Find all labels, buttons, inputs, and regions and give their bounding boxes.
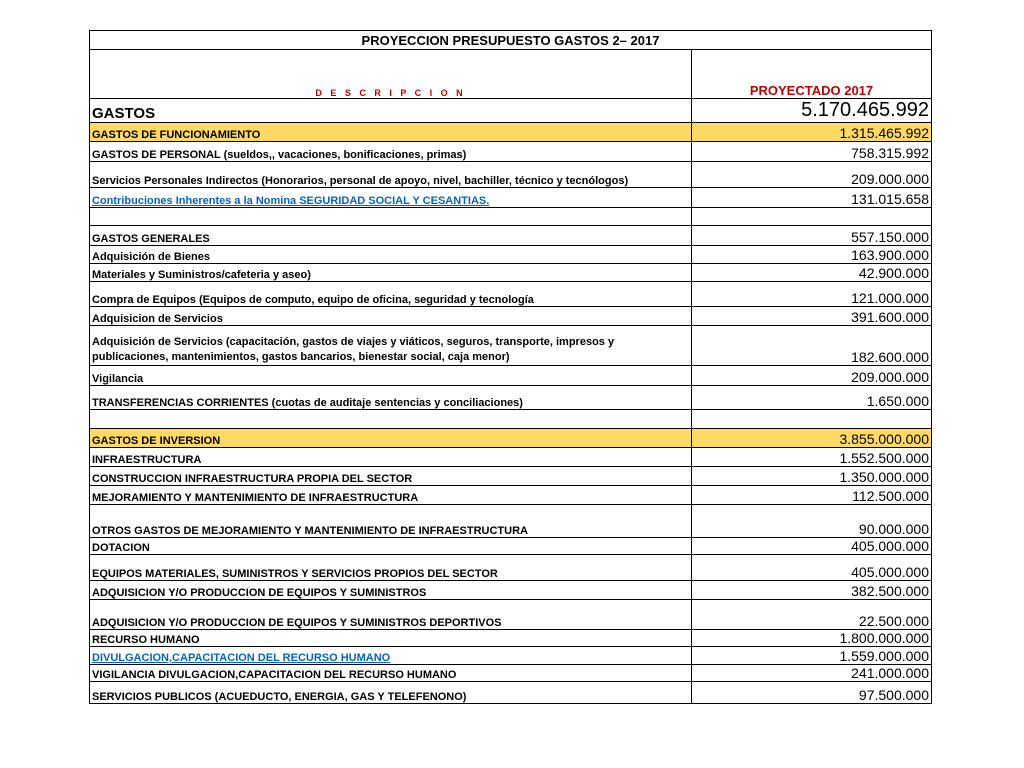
row-value: 121.000.000 (692, 282, 932, 307)
row-description: Adquisición de Bienes (90, 246, 692, 264)
row-value: 112.500.000 (692, 486, 932, 505)
table-row (90, 386, 932, 410)
projected-header: PROYECTADO 2017 (692, 50, 932, 99)
row-description: GASTOS GENERALES (90, 226, 692, 246)
table-row (90, 282, 932, 307)
table-row (90, 410, 932, 429)
row-value: 209.000.000 (692, 162, 932, 188)
row-value: 391.600.000 (692, 307, 932, 326)
row-value: 1.650.000 (692, 386, 932, 410)
gastos-row (90, 99, 932, 123)
row-value: 241.000.000 (692, 665, 932, 682)
row-value: 90.000.000 (692, 505, 932, 538)
header-row (90, 50, 932, 99)
budget-table-body (90, 31, 932, 704)
table-row (90, 162, 932, 188)
row-description: Servicios Personales Indirectos (Honorarios, personal de apoyo, nivel, bachiller, técnico y tecnólogos) (90, 162, 692, 188)
table-row (90, 486, 932, 505)
row-description: SERVICIOS PUBLICOS (ACUEDUCTO, ENERGIA, GAS Y TELEFENONO) (90, 682, 692, 704)
table-row (90, 429, 932, 448)
row-value: 557.150.000 (692, 226, 932, 246)
row-description: VIGILANCIA DIVULGACION,CAPACITACION DEL RECURSO HUMANO (90, 665, 692, 682)
row-value: 182.600.000 (692, 326, 932, 366)
row-value (692, 208, 932, 226)
table-row (90, 630, 932, 647)
row-value: 209.000.000 (692, 366, 932, 386)
table-row (90, 581, 932, 600)
row-description: ADQUISICION Y/O PRODUCCION DE EQUIPOS Y SUMINISTROS DEPORTIVOS (90, 600, 692, 630)
row-description: RECURSO HUMANO (90, 630, 692, 647)
table-row (90, 246, 932, 264)
row-description: TRANSFERENCIAS CORRIENTES (cuotas de auditaje sentencias y conciliaciones) (90, 386, 692, 410)
row-description: Materiales y Suministros/cafeteria y aseo) (90, 264, 692, 282)
row-description: OTROS GASTOS DE MEJORAMIENTO Y MANTENIMIENTO DE INFRAESTRUCTURA (90, 505, 692, 538)
row-value (692, 410, 932, 429)
row-description (90, 410, 692, 429)
table-row (90, 226, 932, 246)
row-description: GASTOS DE INVERSION (90, 429, 692, 448)
table-row (90, 505, 932, 538)
row-description: ADQUISICION Y/O PRODUCCION DE EQUIPOS Y SUMINISTROS (90, 581, 692, 600)
table-row (90, 555, 932, 581)
row-value: 163.900.000 (692, 246, 932, 264)
row-description[interactable]: DIVULGACION,CAPACITACION DEL RECURSO HUMANO (90, 647, 692, 665)
table-row (90, 647, 932, 665)
row-value: 758.315.992 (692, 142, 932, 162)
row-description: Adquisición de Servicios (capacitación, gastos de viajes y viáticos, seguros, transporte, impresos y publicaciones, mantenimientos, gastos bancarios, bienestar social, caja menor) (90, 326, 692, 366)
table-row (90, 448, 932, 467)
row-value: 1.552.500.000 (692, 448, 932, 467)
gastos-value: 5.170.465.992 (692, 99, 932, 123)
row-description (90, 208, 692, 226)
table-row (90, 682, 932, 704)
row-description: CONSTRUCCION INFRAESTRUCTURA PROPIA DEL SECTOR (90, 467, 692, 486)
row-description: Compra de Equipos (Equipos de computo, equipo de oficina, seguridad y tecnología (90, 282, 692, 307)
row-value: 1.350.000.000 (692, 467, 932, 486)
row-description: Adquisicion de Servicios (90, 307, 692, 326)
table-row (90, 600, 932, 630)
table-row (90, 366, 932, 386)
row-value: 131.015.658 (692, 188, 932, 208)
gastos-label: GASTOS (90, 99, 692, 123)
row-value: 3.855.000.000 (692, 429, 932, 448)
budget-table (89, 30, 932, 704)
row-value: 1.315.465.992 (692, 123, 932, 142)
table-row (90, 208, 932, 226)
table-row (90, 188, 932, 208)
table-row (90, 123, 932, 142)
row-description: INFRAESTRUCTURA (90, 448, 692, 467)
row-description: Vigilancia (90, 366, 692, 386)
row-description: MEJORAMIENTO Y MANTENIMIENTO DE INFRAESTRUCTURA (90, 486, 692, 505)
row-value: 1.559.000.000 (692, 647, 932, 665)
table-row (90, 467, 932, 486)
row-value: 42.900.000 (692, 264, 932, 282)
row-value: 405.000.000 (692, 555, 932, 581)
row-description: GASTOS DE FUNCIONAMIENTO (90, 123, 692, 142)
table-row (90, 538, 932, 555)
row-description[interactable]: Contribuciones Inherentes a la Nomina SEGURIDAD SOCIAL Y CESANTIAS. (90, 188, 692, 208)
row-value: 22.500.000 (692, 600, 932, 630)
table-row (90, 142, 932, 162)
row-description: DOTACION (90, 538, 692, 555)
row-value: 405.000.000 (692, 538, 932, 555)
table-row (90, 307, 932, 326)
row-description: EQUIPOS MATERIALES, SUMINISTROS Y SERVICIOS PROPIOS DEL SECTOR (90, 555, 692, 581)
row-value: 382.500.000 (692, 581, 932, 600)
description-header: D E S C R I P C I O N (90, 50, 692, 99)
table-title: PROYECCION PRESUPUESTO GASTOS 2– 2017 (90, 31, 932, 50)
title-row (90, 31, 932, 50)
row-value: 97.500.000 (692, 682, 932, 704)
row-value: 1.800.000.000 (692, 630, 932, 647)
row-description: GASTOS DE PERSONAL (sueldos,, vacaciones, bonificaciones, primas) (90, 142, 692, 162)
table-row (90, 264, 932, 282)
table-row (90, 326, 932, 366)
table-row (90, 665, 932, 682)
